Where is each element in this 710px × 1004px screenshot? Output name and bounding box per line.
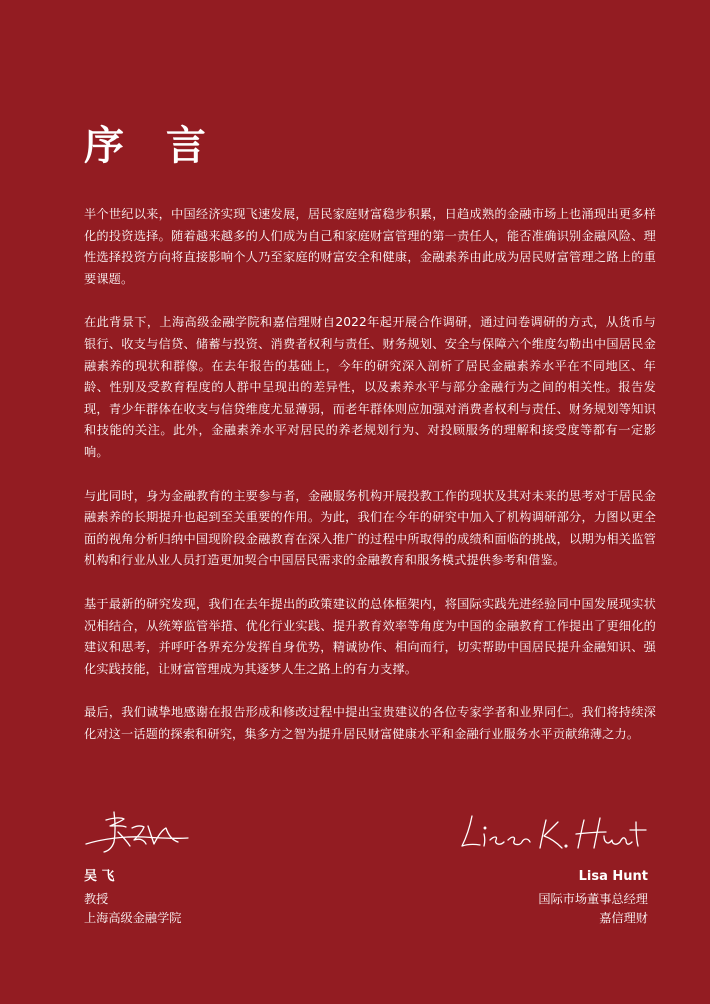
signatory-name: Lisa Hunt bbox=[578, 869, 648, 884]
signatory-organization: 嘉信理财 bbox=[599, 911, 648, 925]
paragraph-1: 半个世纪以来，中国经济实现飞速发展，居民家庭财富稳步积累，日趋成熟的金融市场上也涌现出更多样化的投资选择。随着越来越多的人们成为自己和家庭财富管理的第一责任人，能否准确识别金融风险、理性选择投资方向将直接影响个人乃至家庭的财富安全和健康，金融素养由此成为居民财富管理之路上的重要课题。 bbox=[84, 207, 656, 286]
paragraph-4: 基于最新的研究发现，我们在去年提出的政策建议的总体框架内，将国际实践先进经验同中国发展现实状况相结合，从统筹监管举措、优化行业实践、提升教育效率等角度为中国的金融教育工作提出了更细化的建议和思考，并呼吁各界充分发挥自身优势，精诚协作、相向而行，切实帮助中国居民提升金融知识、强化实践技能，让财富管理成为其逐梦人生之路上的有力支撑。 bbox=[84, 596, 656, 676]
signatory-title: 国际市场董事总经理 bbox=[538, 892, 648, 906]
paragraph-3: 与此同时，身为金融教育的主要参与者，金融服务机构开展投教工作的现状及其对未来的思考对于居民金融素养的长期提升也起到至关重要的作用。为此，我们在今年的研究中加入了机构调研部分，力图以更全面的视角分析归纳中国现阶段金融教育在深入推广的过程中所取得的成绩和面临的挑战，以期为相关监管机构和行业从业人员打造更加契合中国居民需求的金融教育和服务模式提供参考和借鉴。 bbox=[84, 488, 656, 568]
signatory-left bbox=[84, 806, 344, 928]
signatory-title: 教授 bbox=[84, 892, 109, 906]
handwritten-signature-left bbox=[84, 806, 194, 856]
signatory-right bbox=[388, 806, 648, 928]
handwritten-signature-right bbox=[458, 806, 648, 856]
signatory-name: 吴 飞 bbox=[84, 869, 115, 884]
paragraph-2: 在此背景下，上海高级金融学院和嘉信理财自2022年起开展合作调研，通过问卷调研的方式，从货币与银行、收支与信贷、储蓄与投资、消费者权利与责任、财务规划、安全与保障六个维度勾勒出中国居民金融素养的现状和群像。在去年报告的基础上，今年的研究深入剖析了居民金融素养水平在不同地区、年龄、性别及受教育程度的人群中呈现出的差异性，以及素养水平与部分金融行为之间的相关性。报告发现，青少年群体在收支与信贷维度尤显薄弱，而老年群体则应加强对消费者权利与责任、财务规划等知识和技能的关注。此外，金融素养水平对居民的养老规划行为、对投顾服务的理解和接受度等都有一定影响。 bbox=[84, 315, 656, 459]
paragraph-5: 最后，我们诚挚地感谢在报告形成和修改过程中提出宝贵建议的各位专家学者和业界同仁。我们将持续深化对这一话题的探索和研究，集多方之智为提升居民财富健康水平和金融行业服务水平贡献绵薄之力。 bbox=[84, 705, 656, 741]
preface-body bbox=[84, 204, 656, 767]
page-title: 序 言 bbox=[84, 123, 220, 169]
signatory-organization: 上海高级金融学院 bbox=[84, 911, 182, 925]
